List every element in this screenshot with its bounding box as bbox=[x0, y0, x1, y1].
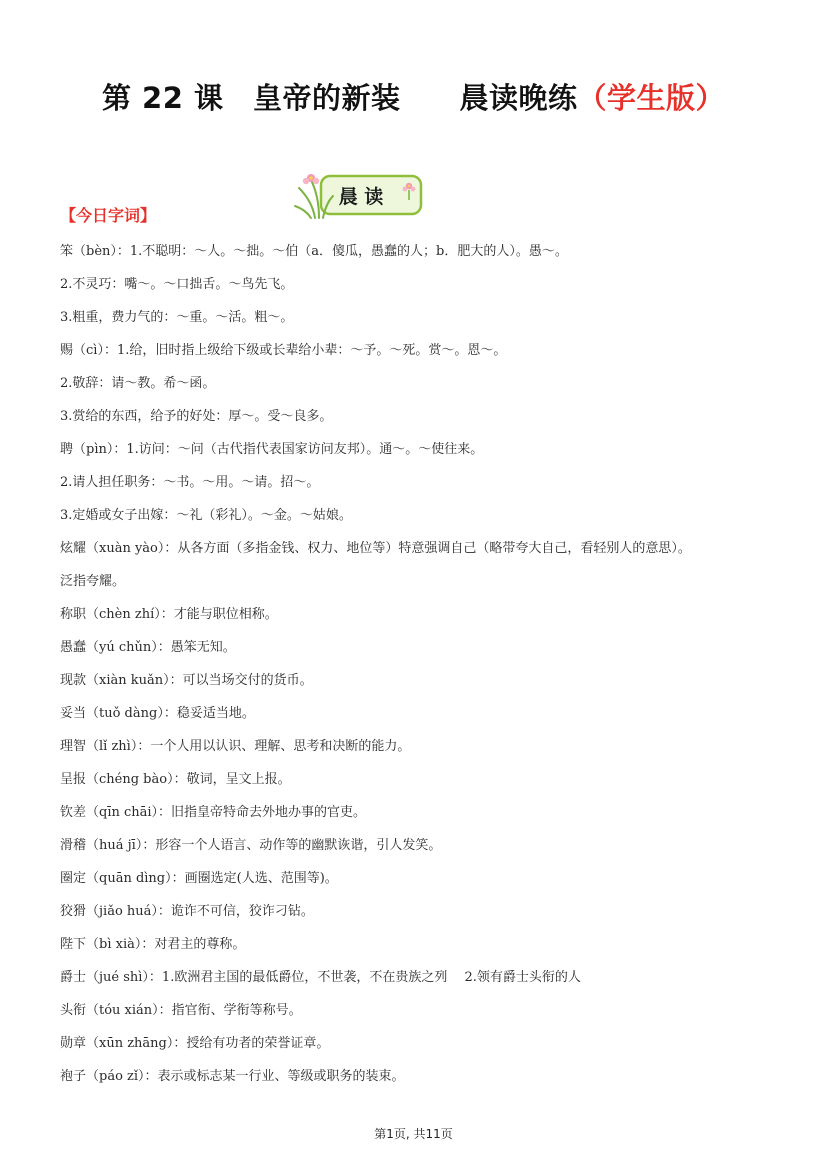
vocab-line: 称职（chèn zhí）：才能与职位相称。 bbox=[60, 607, 278, 622]
vocab-line: 钦差（qīn chāi）：旧指皇帝特命去外地办事的官吏。 bbox=[60, 805, 367, 820]
vocab-line: 2.请人担任职务：～书。～用。～请。招～。 bbox=[60, 475, 320, 490]
vocab-line: 妥当（tuǒ dàng）：稳妥适当地。 bbox=[60, 706, 255, 721]
morning-reading-badge bbox=[293, 170, 425, 220]
vocab-line: 3.赏给的东西，给予的好处：厚～。受～良多。 bbox=[60, 409, 333, 424]
page-title bbox=[0, 76, 827, 117]
vocab-list bbox=[60, 240, 800, 1098]
vocab-line: 2.不灵巧：嘴～。～口拙舌。～鸟先飞。 bbox=[60, 277, 294, 292]
vocab-line: 理智（lǐ zhì）：一个人用以认识、理解、思考和决断的能力。 bbox=[60, 739, 411, 754]
title-main: 第 22 课 皇帝的新装 晨读晚练 bbox=[101, 81, 578, 115]
vocab-line: 2.敬辞：请～教。希～函。 bbox=[60, 376, 216, 391]
vocab-line: 圈定（quān dìng）：画圈选定(人选、范围等)。 bbox=[60, 871, 338, 886]
vocab-line: 赐（cì）：1.给，旧时指上级给下级或长辈给小辈：～予。～死。赏～。恩～。 bbox=[60, 343, 507, 358]
vocab-line: 现款（xiàn kuǎn）：可以当场交付的货币。 bbox=[60, 673, 313, 688]
vocab-line: 勋章（xūn zhāng）：授给有功者的荣誉证章。 bbox=[60, 1036, 330, 1051]
title-edition: （学生版） bbox=[577, 81, 726, 115]
badge-label: 晨 读 bbox=[338, 186, 384, 208]
section-label: 【今日字词】 bbox=[60, 206, 157, 225]
vocab-line: 3.粗重，费力气的：～重。～活。粗～。 bbox=[60, 310, 294, 325]
vocab-line: 头衔（tóu xián）：指官衔、学衔等称号。 bbox=[60, 1003, 302, 1018]
vocab-line: 滑稽（huá jī）：形容一个人语言、动作等的幽默诙谐，引人发笑。 bbox=[60, 838, 442, 853]
page-footer: 第1页, 共11页 bbox=[374, 1127, 453, 1141]
vocab-line: 泛指夸耀。 bbox=[60, 574, 126, 589]
vocab-line: 炫耀（xuàn yào）：从各方面（多指金钱、权力、地位等）特意强调自己（略带夸大自己，看轻别人的意思）。 bbox=[60, 541, 691, 556]
vocab-line: 袍子（páo zǐ）：表示或标志某一行业、等级或职务的装束。 bbox=[60, 1069, 405, 1084]
flower-icon bbox=[303, 174, 319, 184]
vocab-line: 3.定婚或女子出嫁：～礼（彩礼）。～金。～姑娘。 bbox=[60, 508, 352, 523]
vocab-line: 爵士（jué shì）：1.欧洲君主国的最低爵位，不世袭，不在贵族之列 2.领有爵士头衔的人 bbox=[60, 970, 581, 985]
vocab-line: 狡猾（jiǎo huá）：诡诈不可信，狡诈刁钻。 bbox=[60, 904, 314, 919]
vocab-line: 聘（pìn）：1.访问：～问（古代指代表国家访问友邦）。通～。～使往来。 bbox=[60, 442, 484, 457]
vocab-line: 笨（bèn）：1.不聪明：～人。～拙。～伯（a．傻瓜，愚蠢的人；b．肥大的人）。愚～。 bbox=[60, 244, 568, 259]
vocab-line: 愚蠢（yú chǔn）：愚笨无知。 bbox=[60, 640, 236, 655]
vocab-line: 陛下（bì xià）：对君主的尊称。 bbox=[60, 937, 246, 952]
vocab-line: 呈报（chéng bào）：敬词，呈文上报。 bbox=[60, 772, 291, 787]
